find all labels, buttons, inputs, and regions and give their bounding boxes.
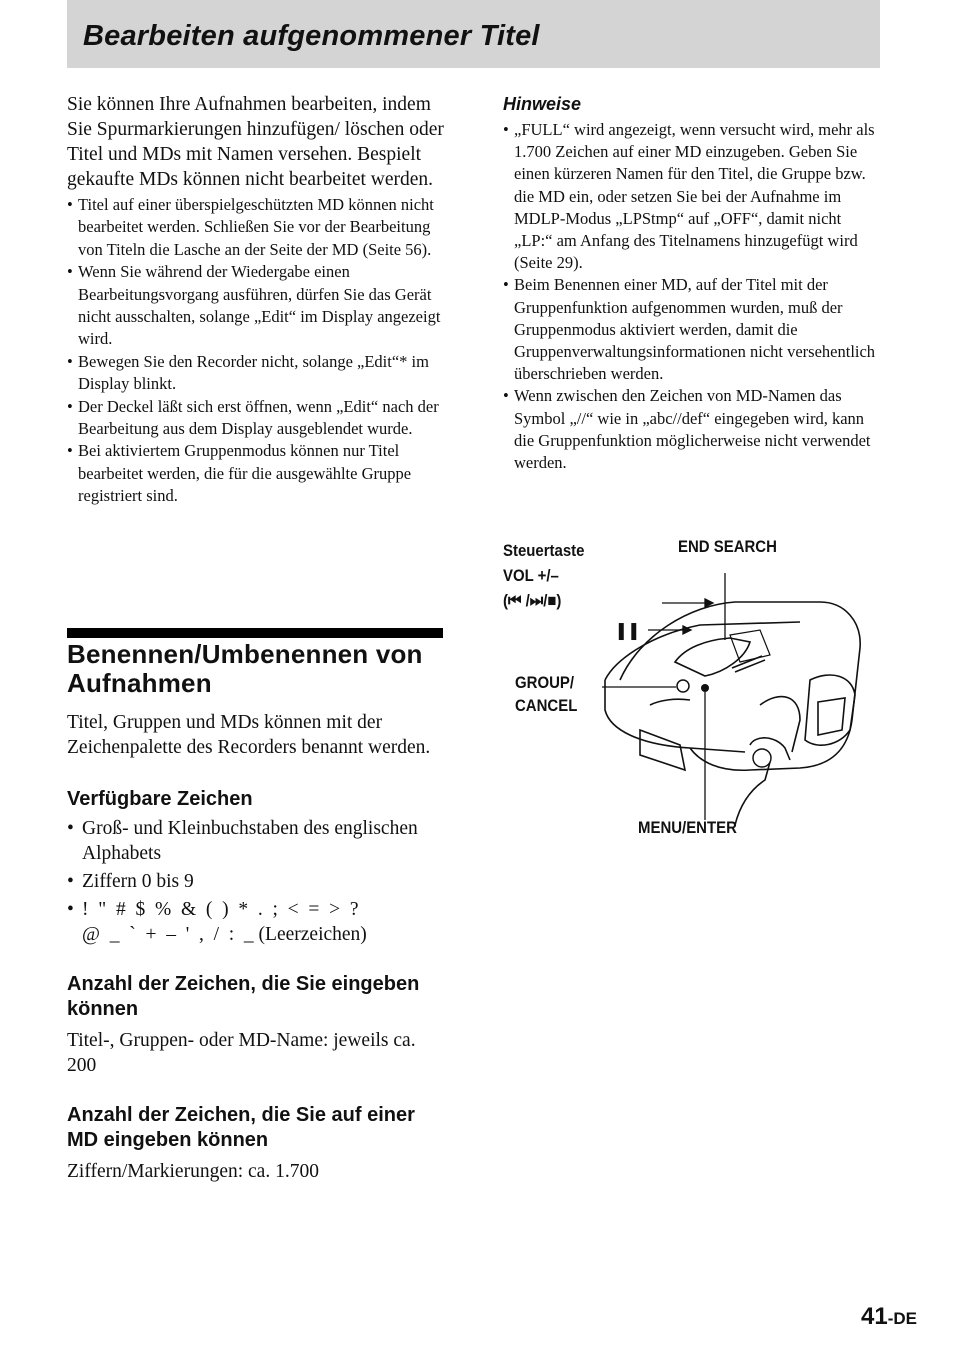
page-number-value: 41 (861, 1303, 888, 1330)
label-control-keys: (⏮ /⏭/■) (503, 591, 562, 610)
list-item: • Titel auf einer überspielgeschützten MD können nicht bearbeitet werden. Schließen Sie vor der Bearbeitung von Titeln die Lasche an der Seite der MD (Seite 56). (67, 194, 447, 261)
list-item: • „FULL“ wird angezeigt, wenn versucht wird, mehr als 1.700 Zeichen auf einer MD einzugeben. Geben Sie einen kürzeren Namen für den Titel, die Gruppe bzw. die MD ein, oder setzen Sie bei der Aufnahme im MDLP-Modus „LPStmp“ auf „OFF“, damit nicht „LP:“ am Anfang des Titelnamens hinzugefügt wird (Seite 29). (503, 119, 881, 274)
intro-paragraph: Sie können Ihre Aufnahmen bearbeiten, indem Sie Spurmarkierungen hinzufügen/ löschen oder Titel und MDs mit Namen versehen. Bespielt gekaufte MDs können nicht bearbeitet werden. (67, 94, 444, 190)
available-chars-list (67, 816, 447, 947)
list-item: • Bei aktiviertem Gruppenmodus können nur Titel bearbeitet werden, die für die ausgewählte Gruppe registriert sind. (67, 440, 447, 507)
page-number (861, 1303, 917, 1331)
subheading-char-count: Anzahl der Zeichen, die Sie eingeben können (67, 973, 420, 1020)
label-menu-enter: MENU/ENTER (638, 818, 737, 837)
headphone-jack (753, 749, 771, 767)
page-title: Bearbeiten aufgenommener Titel (83, 20, 540, 52)
label-steuertaste: Steuertaste (503, 541, 585, 560)
section-body: Titel, Gruppen und MDs können mit der Zeichenpalette des Recorders benannt werden. (67, 712, 431, 758)
right-column (503, 92, 881, 474)
menu-enter-button (701, 684, 709, 692)
list-item: • Wenn zwischen den Zeichen von MD-Namen das Symbol „//“ wie in „abc//def“ eingegeben wird, kann die Gruppenfunktion möglicherweise nicht verwendet werden. (503, 385, 881, 474)
list-item-symbols: • ! " # $ % & ( ) * . ; < = > ? @ _ ` + – ' , / : _ (Leerzeichen) (67, 897, 447, 947)
recorder-diagram (500, 530, 880, 850)
page-number-suffix: -DE (887, 1309, 917, 1328)
title-bar (67, 0, 880, 68)
subheading-available-chars: Verfügbare Zeichen (67, 788, 253, 810)
label-pause: ❚❚ (615, 621, 641, 640)
char-count-text: Titel-, Gruppen- oder MD-Name: jeweils ca. 200 (67, 1030, 416, 1076)
group-cancel-button (677, 680, 689, 692)
label-group: GROUP/ (515, 673, 575, 692)
list-item: • Bewegen Sie den Recorder nicht, solange „Edit“* im Display blinkt. (67, 351, 447, 396)
list-item: • Wenn Sie während der Wiedergabe einen Bearbeitungsvorgang ausführen, dürfen Sie das Gerät nicht ausschalten, solange „Edit“ im Display angezeigt wird. (67, 261, 447, 351)
section-naming (67, 640, 447, 1184)
list-item: • Der Deckel läßt sich erst öffnen, wenn „Edit“ nach der Bearbeitung aus dem Display ausgeblendet wurde. (67, 396, 447, 441)
subheading-char-count-md: Anzahl der Zeichen, die Sie auf einer MD eingeben können (67, 1104, 415, 1151)
section-heading: Benennen/Umbenennen von Aufnahmen (67, 639, 423, 698)
label-end-search: END SEARCH (678, 537, 777, 556)
label-vol: VOL +/– (503, 566, 559, 585)
char-count-md-text: Ziffern/Markierungen: ca. 1.700 (67, 1161, 319, 1182)
left-bullet-list (67, 194, 447, 508)
list-item: • Beim Benennen einer MD, auf der Titel mit der Gruppenfunktion aufgenommen wurden, muß der Gruppenmodus aktiviert werden, damit die Gruppenverwaltungsinformationen nicht versehentlich überschrieben werden. (503, 274, 881, 385)
list-item: • Ziffern 0 bis 9 (67, 869, 447, 894)
left-column (67, 92, 447, 508)
notes-heading: Hinweise (503, 94, 582, 114)
label-cancel: CANCEL (515, 696, 578, 715)
section-rule (67, 628, 443, 638)
notes-list (503, 119, 881, 474)
list-item: • Groß- und Kleinbuchstaben des englischen Alphabets (67, 816, 447, 866)
